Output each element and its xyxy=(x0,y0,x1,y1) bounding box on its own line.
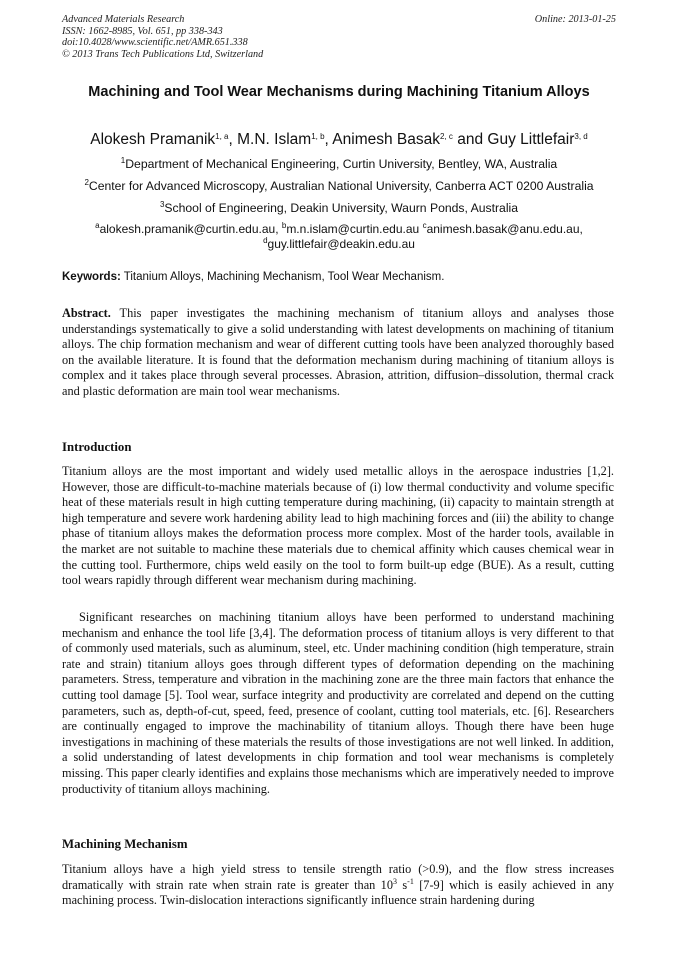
paper-title: Machining and Tool Wear Mechanisms during Machining Titanium Alloys xyxy=(88,84,590,100)
email-superscript: b xyxy=(281,221,287,230)
author-name: M.N. Islam xyxy=(237,131,312,148)
section-heading-introduction: Introduction xyxy=(62,440,132,454)
affiliation-2 xyxy=(62,179,616,194)
journal-header xyxy=(62,14,616,60)
abstract-label: Abstract. xyxy=(62,306,111,320)
affiliation-text: Center for Advanced Microscopy, Australian National University, Canberra ACT 0200 Australia xyxy=(88,179,594,193)
email-superscript: c xyxy=(422,221,427,230)
online-date: Online: 2013-01-25 xyxy=(534,14,616,25)
author-separator: and xyxy=(452,131,488,148)
machining-text: Titanium alloys have a high yield stress to tensile strength ratio (>0.9), and the flow stress increases dramatically with strain rate when strain rate is greater than 10 xyxy=(62,862,614,892)
exponent: -1 xyxy=(407,876,414,886)
issn: ISSN: 1662-8985, Vol. 651, pp 338-343 xyxy=(62,25,223,37)
author-name: Alokesh Pramanik xyxy=(90,131,216,148)
author-emails xyxy=(62,222,616,252)
machining-text: s xyxy=(396,877,408,892)
email-superscript: a xyxy=(95,221,100,230)
author-superscript: 1, a xyxy=(215,132,229,141)
affiliation-superscript: 3 xyxy=(159,200,165,209)
doi[interactable]: doi:10.4028/www.scientific.net/AMR.651.338 xyxy=(62,37,248,49)
author-name: Guy Littlefair xyxy=(487,131,575,148)
email-b[interactable]: m.n.islam@curtin.edu.au xyxy=(286,222,423,236)
section-heading-machining-mechanism: Machining Mechanism xyxy=(62,837,188,851)
author-separator: , xyxy=(324,131,333,148)
keywords-label: Keywords: xyxy=(62,271,121,283)
keywords xyxy=(62,270,616,285)
email-a[interactable]: alokesh.pramanik@curtin.edu.au, xyxy=(99,222,282,236)
abstract xyxy=(62,306,614,400)
keywords-text: Titanium Alloys, Machining Mechanism, Tool Wear Mechanism. xyxy=(120,271,445,283)
abstract-text: This paper investigates the machining mechanism of titanium alloys and analyses those understandings systematically to give a solid understanding with latest developments on machining of titanium alloys. The chip formation mechanism and wear of different cutting tools have been analyzed thoroughly based on the available literature. It is found that the deformation mechanism during machining of titanium alloys is complex and it takes place through several processes. Abrasion, attrition, diffusion–dissolution, thermal crack and plastic deformation are main tool wear mechanisms. xyxy=(62,306,614,398)
introduction-paragraph-2: Significant researches on machining titanium alloys have been performed to understand machining mechanism and enhance the tool life [3,4]. The deformation process of titanium alloys is very different to that of commonly used materials, such as aluminum, steel, etc. Under machining condition (high temperature, strain rate and strain) titanium alloys goes through different types of deformation depending on the machining parameters. Stress, temperature and vibration in the machining zone are the three main factors that enhance the cutting tool damage [5]. Tool wear, surface integrity and productivity are correlated and depend on the cutting parameters, such as, depth-of-cut, speed, feed, presence of coolant, cutting tool materials, etc. [6]. Researchers are continually engaged to improve the machinability of titanium alloys. Though there have been huge investigations in machining of these materials the results of those investigations are not well linked. In addition, a solid understanding of latest developments in chip formation and tool wear mechanisms is completely missing. This paper clearly identifies and explains those mechanisms which are imperatively needed to improve productivity of titanium alloys machining. xyxy=(62,610,614,796)
journal-name: Advanced Materials Research xyxy=(62,14,185,25)
affiliation-3 xyxy=(62,201,616,216)
affiliation-superscript: 1 xyxy=(120,156,126,165)
author-superscript: 3, d xyxy=(574,132,588,141)
author-name: Animesh Basak xyxy=(332,131,440,148)
email-superscript: d xyxy=(263,236,268,245)
affiliation-text: Department of Mechanical Engineering, Curtin University, Bentley, WA, Australia xyxy=(125,157,558,171)
machining-text: [7-9] which is easily achieved in any machining process. Twin-dislocation interactions significantly influence strain hardening during xyxy=(62,877,614,908)
email-d[interactable]: guy.littlefair@deakin.edu.au xyxy=(267,237,415,251)
exponent: 3 xyxy=(392,876,397,886)
introduction-paragraph-1: Titanium alloys are the most important and widely used metallic alloys in the aerospace industries [1,2]. However, those are difficult-to-machine materials because of (i) low thermal conductivity and volume specific heat of these materials result in high cutting temperature during machining, (ii) capacity to maintain strength at high temperature and severe work hardening ability lead to high machining forces and (iii) the ability to change phase of titanium alloys makes the deformation process more complex. Most of the harder tools, available in the market are not suitable to machine these materials due to chemical affinity which causes chemical wear in the cutting tool. Furthermore, chips weld easily on the tool to form built-up edge (BUE). As a result, cutting tool wears rapidly through different wear mechanism during machining. xyxy=(62,464,614,588)
affiliation-superscript: 2 xyxy=(84,178,89,187)
author-separator: , xyxy=(228,131,238,148)
email-c[interactable]: animesh.basak@anu.edu.au, xyxy=(426,222,583,236)
author-list xyxy=(62,130,616,150)
author-superscript: 1, b xyxy=(311,132,325,141)
affiliation-text: School of Engineering, Deakin University, Waurn Ponds, Australia xyxy=(164,201,519,215)
copyright: © 2013 Trans Tech Publications Ltd, Switzerland xyxy=(62,48,264,60)
author-superscript: 2, c xyxy=(440,132,453,141)
machining-paragraph xyxy=(62,862,614,909)
affiliation-1 xyxy=(62,157,616,172)
